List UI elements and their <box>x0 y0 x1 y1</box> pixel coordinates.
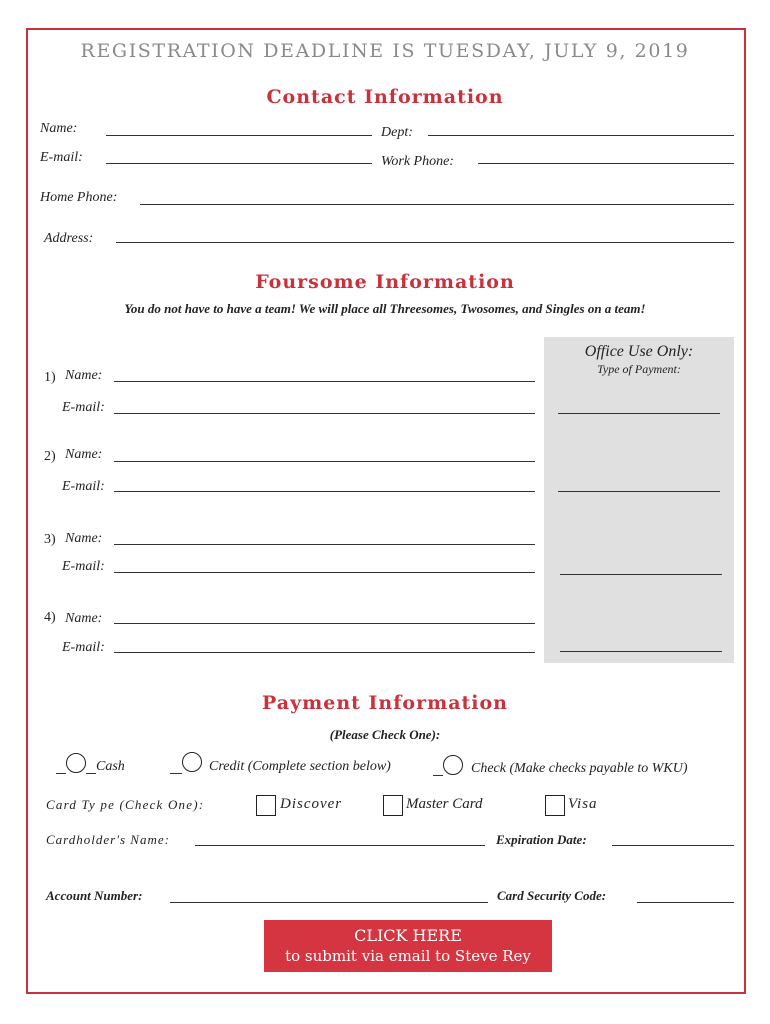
player-1-number: 1) <box>44 370 56 385</box>
contact-address-field[interactable] <box>116 242 734 243</box>
player-1-email-field[interactable] <box>114 413 535 414</box>
player-4-number: 4) <box>44 610 56 625</box>
contact-home-phone-label: Home Phone: <box>40 190 118 205</box>
player-3-name-label: Name: <box>65 531 103 546</box>
office-use-title: Office Use Only: <box>584 343 694 360</box>
cardholder-label: Cardholder's Name: <box>46 832 170 847</box>
player-2-email-field[interactable] <box>114 491 535 492</box>
player-2-name-label: Name: <box>65 447 103 462</box>
player-1-name-label: Name: <box>65 368 103 383</box>
player-3-email-label: E-mail: <box>62 559 105 574</box>
foursome-note: You do not have to have a team! We will place all Threesomes, Twosomes, and Singles on a team! <box>124 301 646 316</box>
mastercard-checkbox[interactable] <box>383 795 403 816</box>
payment-section-title: Payment Information <box>262 692 508 714</box>
player-4-name-label: Name: <box>65 611 103 626</box>
visa-label: Visa <box>568 796 598 812</box>
player-1-email-label: E-mail: <box>62 400 105 415</box>
player-1-name-field[interactable] <box>114 381 535 382</box>
visa-checkbox[interactable] <box>545 795 565 816</box>
submit-button-line-1: CLICK HERE <box>354 926 462 945</box>
discover-checkbox[interactable] <box>256 795 276 816</box>
check-radio[interactable] <box>443 755 463 775</box>
player-3-email-field[interactable] <box>114 572 535 573</box>
player-4-email-field[interactable] <box>114 652 535 653</box>
security-code-label: Card Security Code: <box>497 888 607 903</box>
contact-email-field[interactable] <box>106 163 372 164</box>
cash-label: Cash <box>96 759 125 774</box>
office-line-1 <box>558 413 720 414</box>
credit-radio[interactable] <box>182 752 202 772</box>
check-blank <box>433 775 443 776</box>
contact-email-label: E-mail: <box>40 150 83 165</box>
office-line-4 <box>560 651 722 652</box>
contact-address-label: Address: <box>44 231 94 246</box>
foursome-section-title: Foursome Information <box>255 271 515 293</box>
player-3-number: 3) <box>44 532 56 547</box>
card-type-label: Card Ty pe (Check One): <box>46 797 205 812</box>
registration-deadline: REGISTRATION DEADLINE IS TUESDAY, JULY 9, 2019 <box>80 40 690 62</box>
submit-email-button[interactable] <box>264 920 552 972</box>
office-payment-type-label: Type of Payment: <box>597 362 681 376</box>
player-3-name-field[interactable] <box>114 544 535 545</box>
account-number-label: Account Number: <box>46 888 143 903</box>
contact-dept-field[interactable] <box>428 135 734 136</box>
contact-name-label: Name: <box>40 121 78 136</box>
check-label: Check (Make checks payable to WKU) <box>471 761 688 776</box>
contact-work-phone-field[interactable] <box>478 163 734 164</box>
contact-section-title: Contact Information <box>266 86 504 108</box>
office-use-panel <box>544 337 734 663</box>
contact-home-phone-field[interactable] <box>140 204 734 205</box>
expiration-field[interactable] <box>612 845 734 846</box>
security-code-field[interactable] <box>637 902 734 903</box>
player-2-email-label: E-mail: <box>62 479 105 494</box>
player-4-email-label: E-mail: <box>62 640 105 655</box>
payment-instruction: (Please Check One): <box>329 727 441 742</box>
contact-dept-label: Dept: <box>381 125 413 140</box>
player-4-name-field[interactable] <box>114 623 535 624</box>
expiration-label: Expiration Date: <box>496 832 587 847</box>
cash-blank-2 <box>86 773 96 774</box>
contact-work-phone-label: Work Phone: <box>381 154 454 169</box>
player-2-number: 2) <box>44 449 56 464</box>
office-line-2 <box>558 491 720 492</box>
credit-label: Credit (Complete section below) <box>209 759 391 774</box>
player-2-name-field[interactable] <box>114 461 535 462</box>
mastercard-label: Master Card <box>406 796 483 812</box>
office-line-3 <box>560 574 722 575</box>
account-number-field[interactable] <box>170 902 488 903</box>
contact-name-field[interactable] <box>106 135 372 136</box>
submit-button-line-2: to submit via email to Steve Rey <box>285 947 531 965</box>
credit-blank <box>170 773 182 774</box>
cash-blank <box>56 773 66 774</box>
cash-radio[interactable] <box>66 753 86 773</box>
cardholder-field[interactable] <box>195 845 485 846</box>
discover-label: Discover <box>280 796 343 812</box>
